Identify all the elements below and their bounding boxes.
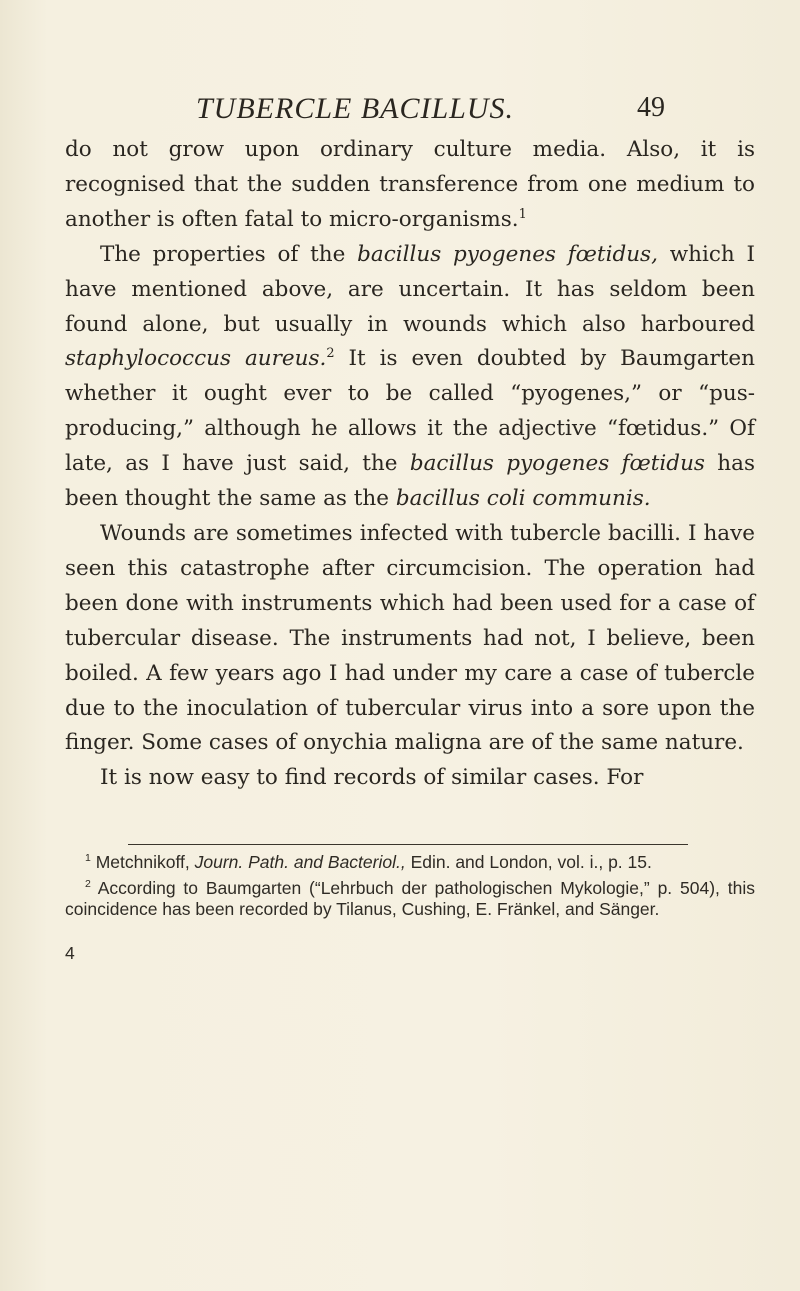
- paragraph-1-text: do not grow upon ordinary culture media. Also, it is recognised that the sudden transference from one medium to another is often fatal to micro-organisms.: [65, 137, 755, 232]
- footnote-1-text-a: Metchnikoff,: [95, 852, 195, 872]
- footnote-1-mark: 1: [85, 852, 91, 865]
- footnote-1-text-b: Edin. and London, vol. i., p. 15.: [405, 852, 652, 872]
- species-name-4: bacillus coli communis.: [395, 486, 651, 512]
- running-head: TUBERCLE BACILLUS.: [196, 92, 515, 125]
- page-header: [0, 92, 800, 126]
- footnote-divider: [128, 844, 688, 845]
- footnote-2-mark: 2: [85, 878, 91, 891]
- footnote-ref-1: 1: [518, 206, 527, 222]
- signature-mark: 4: [65, 943, 75, 963]
- footnote-1: [65, 852, 755, 873]
- paragraph-2-text-b: which I have mentioned above, are uncertain. It has seldom been found alone, but usually in wounds which also harboured: [65, 241, 755, 337]
- paragraph-2-text-a: The properties of the: [100, 241, 358, 267]
- footnote-2: [65, 878, 755, 920]
- paragraph-3: Wounds are sometimes infected with tubercle bacilli. I have seen this catastrophe after circumcision. The operation had been done with instruments which had been used for a case of tubercular disease. The instruments had not, I believe, been boiled. A few years ago I had under my care a case of tubercle due to the inoculation of tubercular virus into a sore upon the finger. Some cases of onychia maligna are of the same nature.: [65, 520, 755, 756]
- species-name-2: staphylococcus aureus.: [65, 346, 327, 372]
- paragraph-2-text-d: has been thought the same as the: [65, 451, 755, 512]
- paragraph-1: [65, 133, 755, 238]
- species-name-3: bacillus pyogenes fœtidus: [409, 451, 705, 477]
- footnote-2-text: According to Baumgarten (“Lehrbuch der pathologischen Mykologie,” p. 504), this coincidence has been recorded by Tilanus, Cushing, E. Fränkel, and Sänger.: [65, 878, 755, 919]
- paragraph-4: It is now easy to find records of similar cases. For: [100, 765, 644, 791]
- species-name-1: bacillus pyogenes fœtidus,: [357, 241, 658, 267]
- paragraph-2-text-c: It is even doubted by Baumgarten whether it ought ever to be called “pyogenes,” or “pus-producing,” although he allows it the adjective “fœtidus.” Of late, as I have just said, the: [65, 346, 756, 477]
- body-text: [65, 133, 755, 796]
- page-number: 49: [637, 92, 665, 123]
- footnotes: [65, 852, 755, 925]
- footnote-1-journal: Journ. Path. and Bacteriol.,: [194, 852, 406, 872]
- paragraph-2: [65, 238, 755, 517]
- footnote-ref-2: 2: [326, 346, 335, 362]
